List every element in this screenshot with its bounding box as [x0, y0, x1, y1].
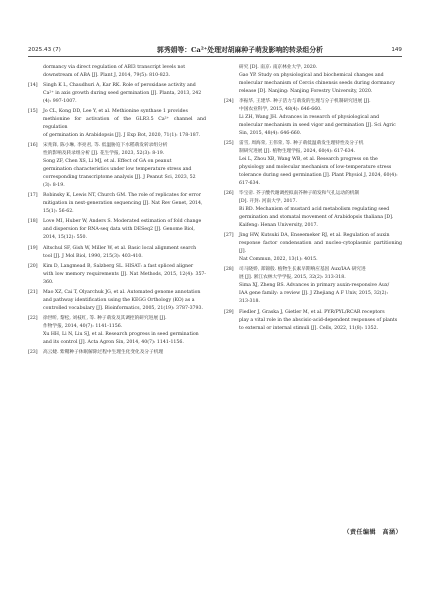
- reference-number: [19]: [28, 245, 38, 251]
- reference-item: [28, 315, 206, 347]
- reference-line: Jo CL, Kong DD, Lee Y, et al. Methionine synthase 1 provides: [43, 109, 188, 115]
- reference-line: Sin, 2015, 48(4): 646-660.: [239, 131, 302, 137]
- reference-line: Robinsky K, Lewis NT, Church GM. The role of replicates for error: [43, 193, 201, 199]
- reference-line: Singh K L, Chaudhuri A, Kar RK. Role of peroxidase activity and: [43, 83, 196, 89]
- reference-line: 高云婕. 紫鞘种子休眠解除过程中生理生化变化及分子机理: [43, 349, 164, 355]
- reference-line: 研究 [D]. 南京: 南京林业大学, 2020.: [239, 65, 318, 70]
- reference-line: controlled vocabulary [J]. Bioinformatics, 2005, 21(19): 3787-3793.: [43, 305, 203, 311]
- reference-number: [18]: [28, 219, 38, 225]
- reference-line: Love MI, Huber W, Anders S. Moderated estimation of fold change: [43, 219, 202, 225]
- reference-line: 李振华, 王建华. 种子活力与萌发的生理与分子机制研究进展 [J].: [239, 99, 371, 105]
- reference-line: Kaifeng: Henan University, 2017.: [239, 223, 318, 229]
- reference-number: [16]: [28, 143, 38, 149]
- editor-note: （责任编辑 高涵）: [343, 529, 402, 536]
- reference-number: [29]: [224, 309, 234, 315]
- reference-line: 徐世昕, 黎松, 刘枝红, 等. 种子萌发及其调控的研究进展 [J].: [43, 315, 167, 321]
- reference-line: of germination in Arabidopsis [J]. J Exp Bot, 2020, 71(1): 178-187.: [43, 133, 201, 139]
- references-left-column: [28, 64, 206, 359]
- reference-item: [224, 232, 402, 264]
- reference-line: 15(1): 56-62.: [43, 209, 74, 215]
- reference-line: and dispersion for RNA-seq data with DESeq2 [J]. Genome Biol,: [43, 227, 195, 233]
- reference-line: 展 [J]. 浙江农林大学学报, 2015, 32(2): 313-318.: [239, 275, 346, 281]
- reference-number: [17]: [28, 193, 38, 199]
- reference-line: Kim D, Langmead B, Salzberg SL. HISAT: a fast spliced aligner: [43, 263, 194, 269]
- reference-item: [28, 218, 206, 242]
- reference-number: [28]: [224, 267, 234, 273]
- reference-line: dormancy via direct regulation of ABI3 transcript levels not: [43, 65, 186, 70]
- reference-line: with low memory requirements [J]. Nat Methods, 2015, 12(4): 357-360.: [43, 271, 206, 285]
- reference-line: Sima XJ, Zheng BS. Advances in primary auxin-responsive Aux/: [239, 283, 390, 289]
- reference-line: corresponding transcriptome analysis [J]. J Peanut Sci, 2023, 52: [43, 175, 196, 181]
- reference-item: [224, 309, 402, 333]
- reference-line: response factor condensation and nucleo-cytoplasmic partitioning [J].: [239, 241, 402, 255]
- reference-line: 作物学报, 2014, 40(7): 1141-1156.: [43, 323, 123, 329]
- reference-line: Xu HH, Li N, Liu SJ, et al. Research progress in seed germination: [43, 331, 199, 337]
- reference-number: [20]: [28, 263, 38, 269]
- reference-line: 2014, 15(12): 550.: [43, 235, 88, 241]
- reference-line: (4): 997-1007.: [43, 99, 77, 105]
- reference-line: downstream of ABA [J]. Plant J, 2014, 79(5): 810-823.: [43, 73, 171, 78]
- reference-number: [25]: [224, 141, 234, 147]
- reference-line: Bi BD. Mechanism of mustard acid metabolism regulating seed: [239, 207, 390, 213]
- reference-line: germination and stomatal movement of Arabidopsis thaliana [D].: [239, 215, 394, 221]
- reference-line: methionine for activation of the GLR3.5 Ca²⁺ channel and regulation: [43, 117, 206, 131]
- reference-item: [224, 190, 402, 230]
- reference-line: Nat Commun, 2022, 13(1): 4015.: [239, 257, 318, 263]
- reference-line: Li ZH, Wang JH. Advances in research of physiological and: [239, 115, 380, 121]
- reference-item: [28, 263, 206, 287]
- reference-line: 司马晓娇, 郑锦般. 植物生长素早期响应基因 Aux/IAA 研究进: [239, 267, 366, 273]
- reference-item: [28, 108, 206, 140]
- references-right-column: [224, 64, 402, 335]
- reference-line: molecular mechanism of Cercis chinensis seeds during dormancy: [239, 81, 395, 86]
- reference-line: physiology and molecular mechanism of low-temperature stress: [239, 165, 392, 171]
- reference-line: and its control [J]. Acta Agron Sin, 2014, 40(7): 1141-1156.: [43, 339, 184, 345]
- reference-line: 宋兆锋, 陈小琳, 李亮君, 等. 低温胁迫下水稻萌发转录组分析: [43, 143, 168, 149]
- reference-line: to external or internal stimuli [J]. Cells, 2022, 11(8): 1352.: [239, 325, 379, 331]
- reference-line: molecular mechanism in seed vigor and germination [J]. Sci Agric: [239, 123, 396, 129]
- reference-line: (3): 8-19.: [43, 183, 65, 189]
- reference-number: [22]: [28, 315, 38, 321]
- reference-line: mitigation in next-generation sequencing [J]. Nat Rev Genet, 2014,: [43, 201, 203, 207]
- reference-number: [27]: [224, 233, 234, 239]
- reference-line: Song ZF, Chen XS, Li MJ, et al. Effect of GA on peanut: [43, 159, 172, 165]
- reference-line: 制研究进展 [J]. 植物生理学报, 2024, 60(4): 617-634.: [239, 149, 356, 155]
- reference-line: release [D]. Nanjing: Nanjing Forestry University, 2020.: [239, 89, 373, 94]
- header-rule: [28, 56, 402, 57]
- reference-item: [28, 142, 206, 190]
- page-number: 149: [391, 47, 402, 53]
- reference-line: Mao XZ, Cai T, Olyarchuk JG, et al. Automated genome annotation: [43, 289, 201, 295]
- reference-number: [24]: [224, 99, 234, 105]
- reference-number: [26]: [224, 191, 234, 197]
- reference-line: Ca²⁺ in axis growth during seed germination [J]. Planta, 2013, 242: [43, 91, 202, 97]
- reference-item: [224, 140, 402, 188]
- reference-line: play a vital role in the abscisic-acid-dependent responses of plants: [239, 317, 398, 323]
- reference-item: [224, 98, 402, 138]
- reference-line: 雷雪, 周海荣, 王伟荣, 等. 种子萌低温萌发生理特性及分子机: [239, 141, 364, 147]
- reference-line: Gao YP. Study on physiological and biochemical changes and: [239, 73, 384, 78]
- reference-line: Altschul SF, Gish W, Miller W, et al. Basic local alignment search: [43, 245, 197, 251]
- reference-line: 313-318.: [239, 299, 260, 305]
- reference-item: [224, 266, 402, 306]
- page-header: [28, 44, 402, 56]
- reference-item: [224, 64, 402, 96]
- reference-number: [14]: [28, 83, 38, 89]
- reference-item: [28, 349, 206, 357]
- running-title: 郭秀娟等：Ca²⁺处理对胡麻种子萌发影响的转录组分析: [157, 46, 323, 54]
- reference-line: [D]. 开封: 河南大学, 2017.: [239, 199, 297, 205]
- reference-number: [15]: [28, 109, 38, 115]
- reference-line: tolerance during seed germination [J]. Plant Physiol J, 2024, 60(4):: [239, 173, 398, 179]
- reference-number: [21]: [28, 289, 38, 295]
- reference-line: germination characteristics under low temperature stress and: [43, 167, 192, 173]
- reference-line: tool [J]. J Mol Biol, 1990, 215(3): 403-410.: [43, 253, 143, 259]
- reference-line: 617-634.: [239, 181, 260, 187]
- reference-item: [28, 192, 206, 216]
- reference-number: [23]: [28, 349, 38, 355]
- reference-line: Jing HW, Kutsuki DA, Enseemeker RJ, et al. Regulation of auxin: [239, 233, 390, 239]
- reference-item: [28, 82, 206, 106]
- reference-line: Fiedler J, Graska J, Gietler M, et al. PYR/PYL/RCAR receptors: [239, 309, 385, 315]
- reference-line: IAA gene family: a review [J]. J Zhejiang A F Univ, 2015, 32(2):: [239, 291, 389, 297]
- reference-line: 中国农业科学, 2015, 48(4): 646-660.: [239, 107, 322, 113]
- reference-item: [28, 245, 206, 261]
- reference-line: 性的影响及转录组分析 [J]. 花生学报, 2023, 52(3): 8-19.: [43, 151, 165, 157]
- issue-label: 2025.43 (7): [28, 47, 61, 53]
- reference-line: Lei L, Zhou XB, Wang WB, et al. Research progress on the: [239, 157, 378, 163]
- reference-item: [28, 64, 206, 80]
- reference-item: [28, 289, 206, 313]
- reference-line: 毕宝帝. 芥子酸代谢调控拟南芥种子萌发和气孔运动的机制: [239, 191, 360, 197]
- reference-line: and pathway identification using the KEGG Orthology (KO) as a: [43, 297, 195, 303]
